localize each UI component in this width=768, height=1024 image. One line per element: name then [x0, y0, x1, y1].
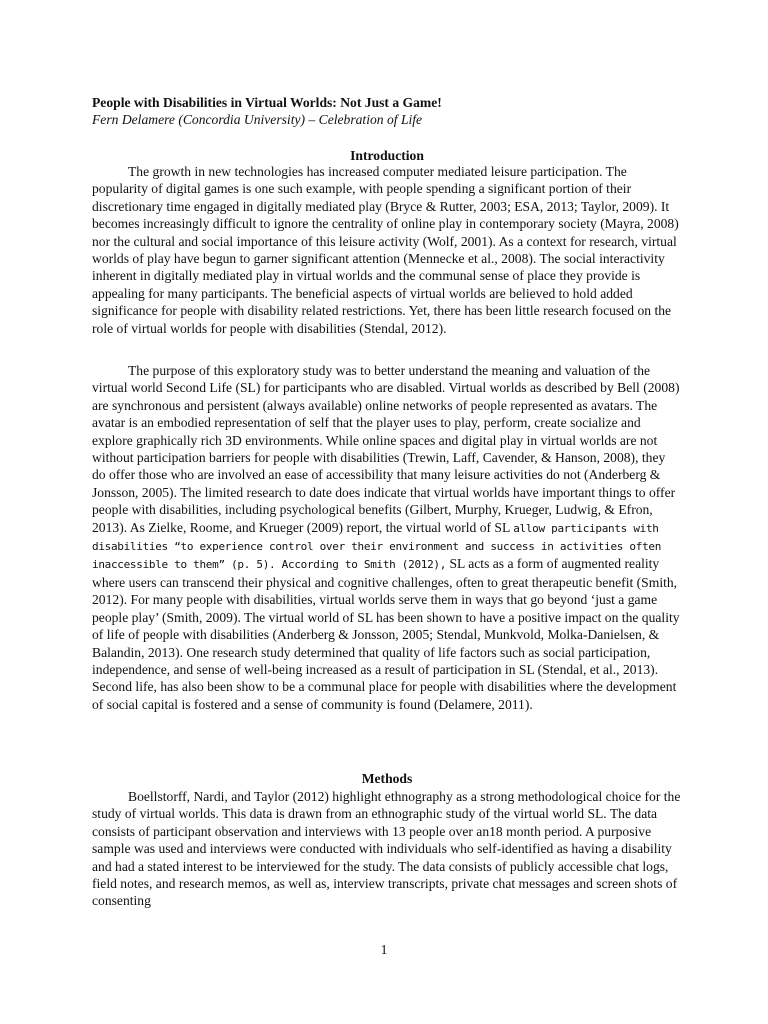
methods-paragraph-1 [92, 788, 682, 910]
author-line: Fern Delamere (Concordia University) – Celebration of Life [92, 112, 423, 127]
section-heading-introduction: Introduction [350, 148, 424, 163]
page-number: 1 [380, 942, 388, 957]
introduction-paragraph-1 [92, 163, 682, 337]
paragraph-text [92, 362, 682, 713]
paragraph-text: Boellstorff, Nardi, and Taylor (2012) highlight ethnography as a strong methodological choice for the study of virtual worlds. This data is drawn from an ethnographic study of the virtual world SL. The data consists of participant observation and interviews with 13 people over an18 month period. A purposive sample was used and interviews were conducted with individuals who self-identified as having a disability and had a stated interest to be interviewed for the study. The data consists of publicly accessible chat logs, field notes, and research memos, as well as, interview transcripts, private chat messages and screen shots of consenting [92, 789, 681, 909]
section-heading-methods: Methods [361, 771, 413, 786]
quoted-passage: allow participants with disabilities “to experience control over their environment and success in activities often inaccessible to them” (p. 5). According to Smith (2012), [92, 521, 662, 572]
paper-title: People with Disabilities in Virtual Worlds: Not Just a Game! [92, 95, 442, 110]
introduction-paragraph-2 [92, 362, 682, 713]
paragraph-text-part-a: The purpose of this exploratory study was to better understand the meaning and valuation of the virtual world Second Life (SL) for participants who are disabled. Virtual worlds as described by Bell (2008) are synchronous and persistent (always available) online networks of people represented as avatars. The avatar is an embodied representation of self that the player uses to play, perform, create socialize and explore graphically rich 3D environments. While online spaces and digital play in virtual worlds are not without participation barriers for people with disabilities (Trewin, Laff, Cavender, & Hanson, 2008), they do offer those who are involved an ease of accessibility that many leisure activities do not (Anderberg & Jonsson, 2005). The limited research to date does indicate that virtual worlds have important things to offer people with disabilities, including psychological benefits (Gilbert, Murphy, Krueger, Ludwig, & Efron, 2013). As Zielke, Roome, and Krueger (2009) report, the virtual world of SL [92, 363, 680, 535]
paragraph-text-part-b: SL acts as a form of augmented reality where users can transcend their physical and cognitive challenges, often to great therapeutic benefit (Smith, 2012). For many people with disabilities, virtual worlds serve them in ways that go beyond ‘just a game people play’ (Smith, 2009). The virtual world of SL has been shown to have a positive impact on the quality of life of people with disabilities (Anderberg & Jonsson, 2005; Stendal, Munkvold, Molka-Danielsen, & Balandin, 2013). One research study determined that quality of life factors such as social participation, independence, and sense of well-being increased as a result of participation in SL (Stendal, et al., 2013). Second life, has also been show to be a communal place for people with disabilities where the development of social capital is fostered and a sense of community is found (Delamere, 2011). [92, 556, 680, 712]
paragraph-text: The growth in new technologies has increased computer mediated leisure participation. The popularity of digital games is one such example, with people spending a significant portion of their discretionary time engaged in digitally mediated play (Bryce & Rutter, 2003; ESA, 2013; Taylor, 2009). It becomes increasingly difficult to ignore the centrality of online play in contemporary society (Mayra, 2008) nor the cultural and social importance of this leisure activity (Wolf, 2001). As a context for research, virtual worlds of play have begun to garner significant attention (Mennecke et al., 2008). The social interactivity inherent in digitally mediated play in virtual worlds and the communal sense of place they provide is appealing for many participants. The beneficial aspects of virtual worlds are believed to hold added significance for people with disability related restrictions. Yet, there has been little research focused on the role of virtual worlds for people with disabilities (Stendal, 2012). [92, 164, 679, 336]
